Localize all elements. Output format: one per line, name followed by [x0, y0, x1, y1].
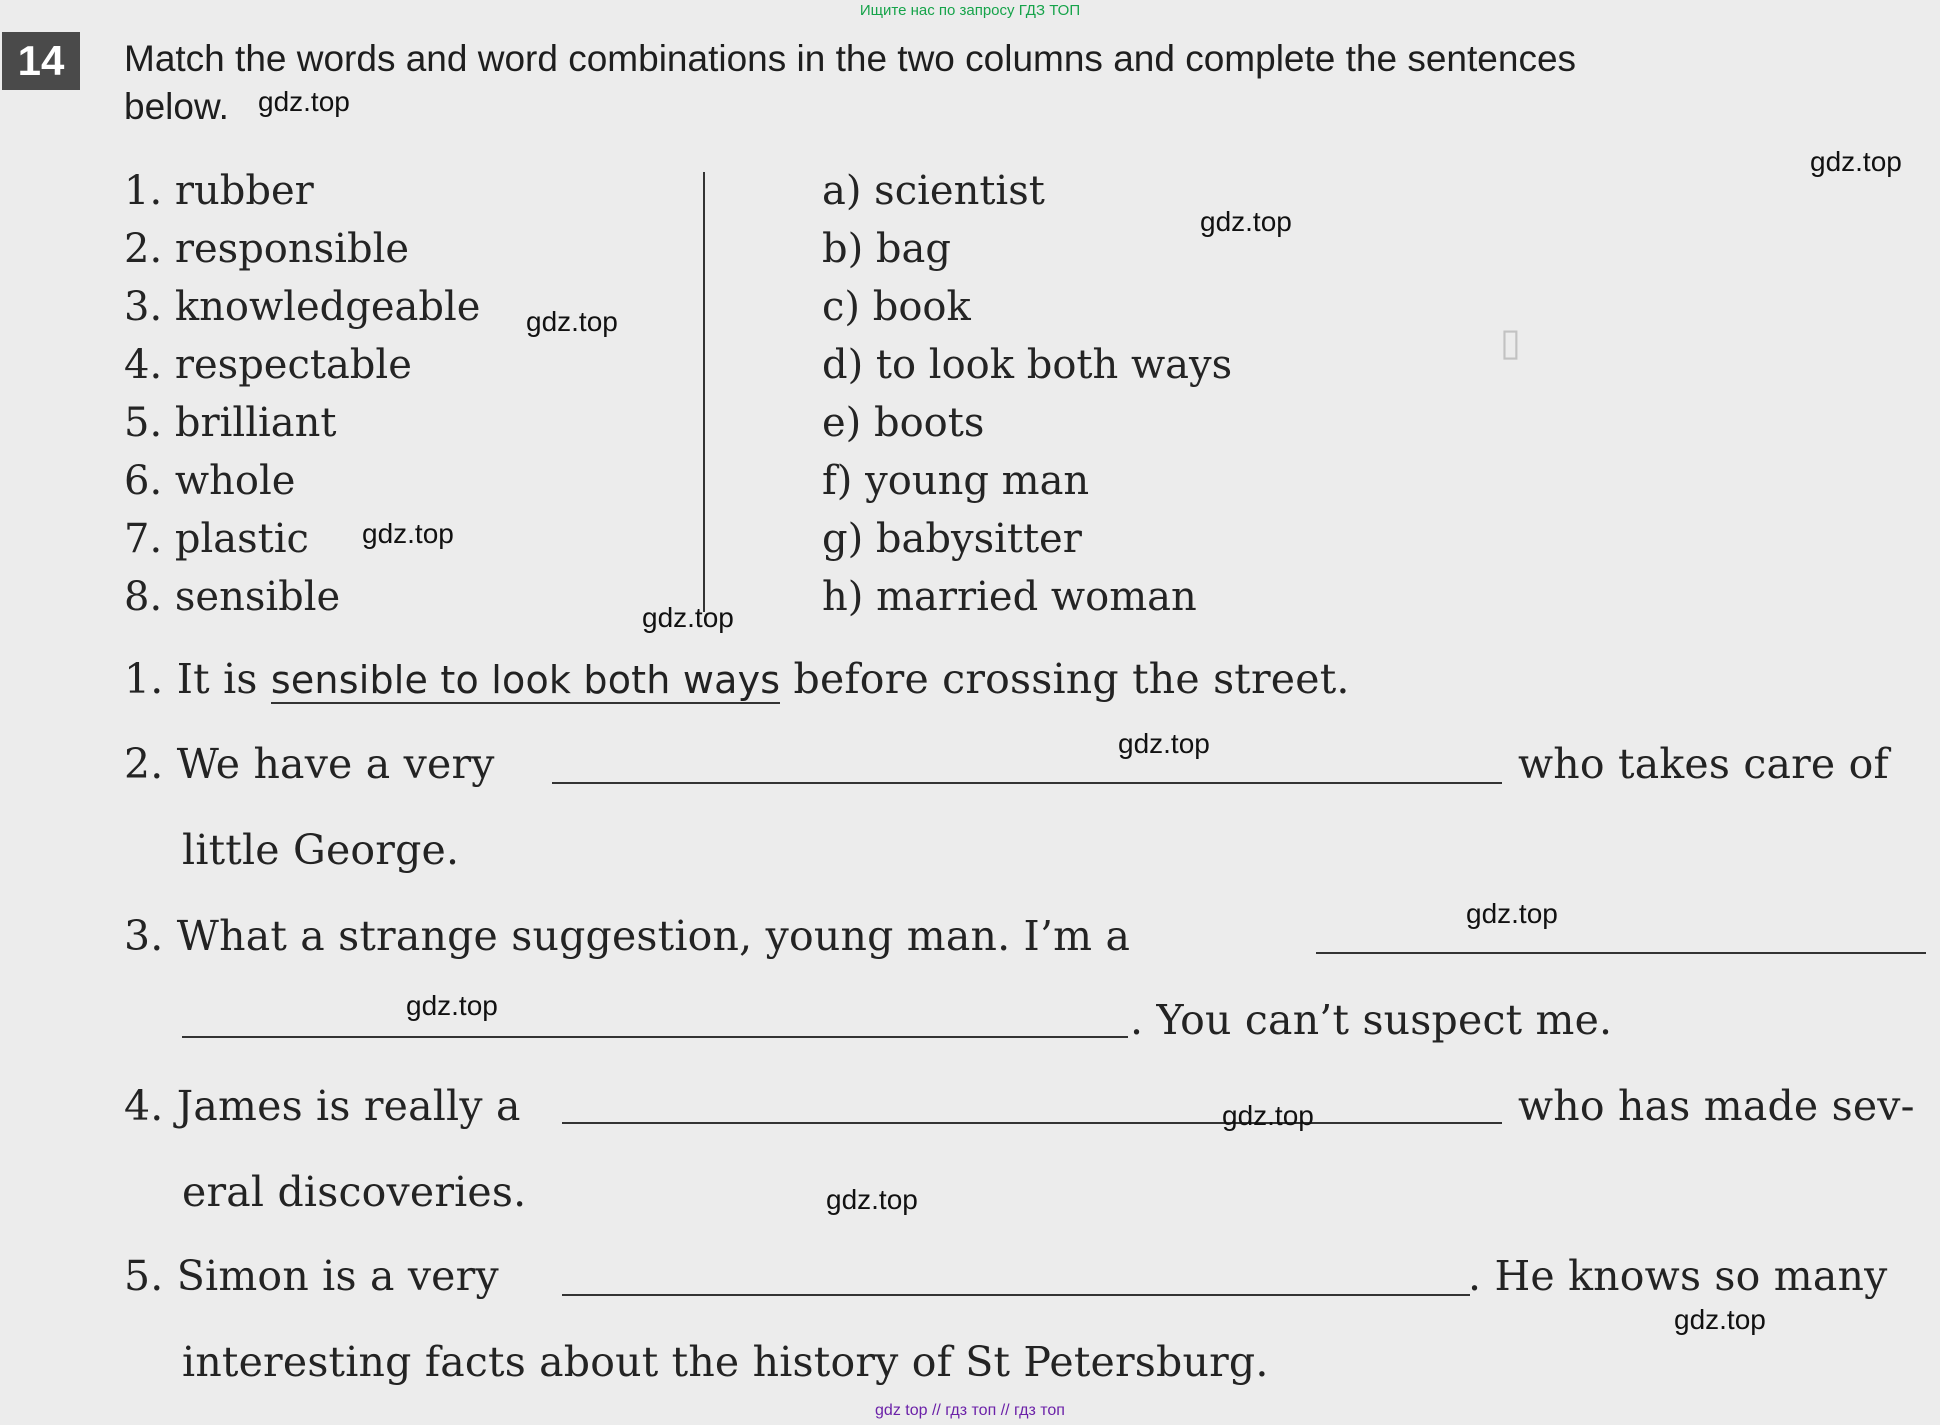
instruction-line-2: below. [124, 86, 229, 127]
answer-blank-3b[interactable] [182, 1036, 1128, 1038]
sentence-1-end: before crossing the street. [793, 655, 1350, 703]
right-item: e) boots [822, 400, 985, 446]
sentence-5-line-1: 5. Simon is a very [124, 1252, 499, 1300]
sentence-3-end: . You can’t suspect me. [1130, 996, 1613, 1044]
sentence-4-end: who has made sev- [1518, 1082, 1915, 1130]
sentence-1 [124, 655, 1350, 703]
watermark: gdz.top [1200, 206, 1292, 237]
answer-blank-4[interactable] [562, 1122, 1502, 1124]
watermark: gdz.top [826, 1184, 918, 1215]
answer-blank-2[interactable] [552, 782, 1502, 784]
sentence-4-line-2: eral discoveries. [182, 1168, 527, 1216]
right-item: b) bag [822, 226, 951, 272]
sentence-2-line-2: little George. [182, 826, 460, 874]
sentence-1-number: 1. [124, 655, 164, 703]
left-item: 8. sensible [124, 574, 341, 620]
left-item: 3. knowledgeable [124, 284, 481, 330]
sentence-5-line-2: interesting facts about the history of St Petersburg. [182, 1338, 1269, 1386]
watermark: gdz.top [1118, 728, 1210, 759]
sentence-3-line-1: 3. What a strange suggestion, young man. I’m a [124, 912, 1131, 960]
left-item: 5. brilliant [124, 400, 337, 446]
exercise-number: 14 [2, 32, 80, 90]
sentence-1-answer: sensible to look both ways [270, 658, 781, 702]
right-item: d) to look both ways [822, 342, 1233, 388]
sentence-2-end: who takes care of [1518, 740, 1889, 788]
answer-blank-5[interactable] [562, 1294, 1470, 1296]
bleed-through-decoration: ▯ [1500, 320, 1521, 364]
left-item: 6. whole [124, 458, 296, 504]
right-item: h) married woman [822, 574, 1197, 620]
left-item: 1. rubber [124, 168, 314, 214]
left-item: 2. responsible [124, 226, 410, 272]
sentence-4-line-1: 4. James is really a [124, 1082, 521, 1130]
sentence-2-line-1: 2. We have a very [124, 740, 495, 788]
left-item: 7. plastic [124, 516, 309, 562]
watermark: gdz.top [258, 86, 350, 117]
right-item: g) babysitter [822, 516, 1082, 562]
instruction-line-1: Match the words and word combinations in the two columns and complete the sentences [124, 38, 1577, 79]
watermark: gdz.top [362, 518, 454, 549]
footer-links: gdz top // гдз топ // гдз топ [875, 1402, 1065, 1419]
right-item: f) young man [822, 458, 1090, 504]
watermark: gdz.top [526, 306, 618, 337]
watermark: gdz.top [1222, 1100, 1314, 1131]
watermark: gdz.top [406, 990, 498, 1021]
sentence-1-start: It is [176, 655, 258, 703]
left-item: 4. respectable [124, 342, 412, 388]
watermark: gdz.top [1466, 898, 1558, 929]
top-banner: Ищите нас по запросу ГДЗ ТОП [859, 2, 1081, 19]
watermark: gdz.top [1674, 1304, 1766, 1335]
right-item: a) scientist [822, 168, 1045, 214]
answer-blank-3a[interactable] [1316, 952, 1926, 954]
watermark: gdz.top [642, 602, 734, 633]
watermark: gdz.top [1810, 146, 1902, 177]
column-divider [703, 172, 705, 612]
sentence-5-end: . He knows so many [1468, 1252, 1888, 1300]
right-item: c) book [822, 284, 971, 330]
